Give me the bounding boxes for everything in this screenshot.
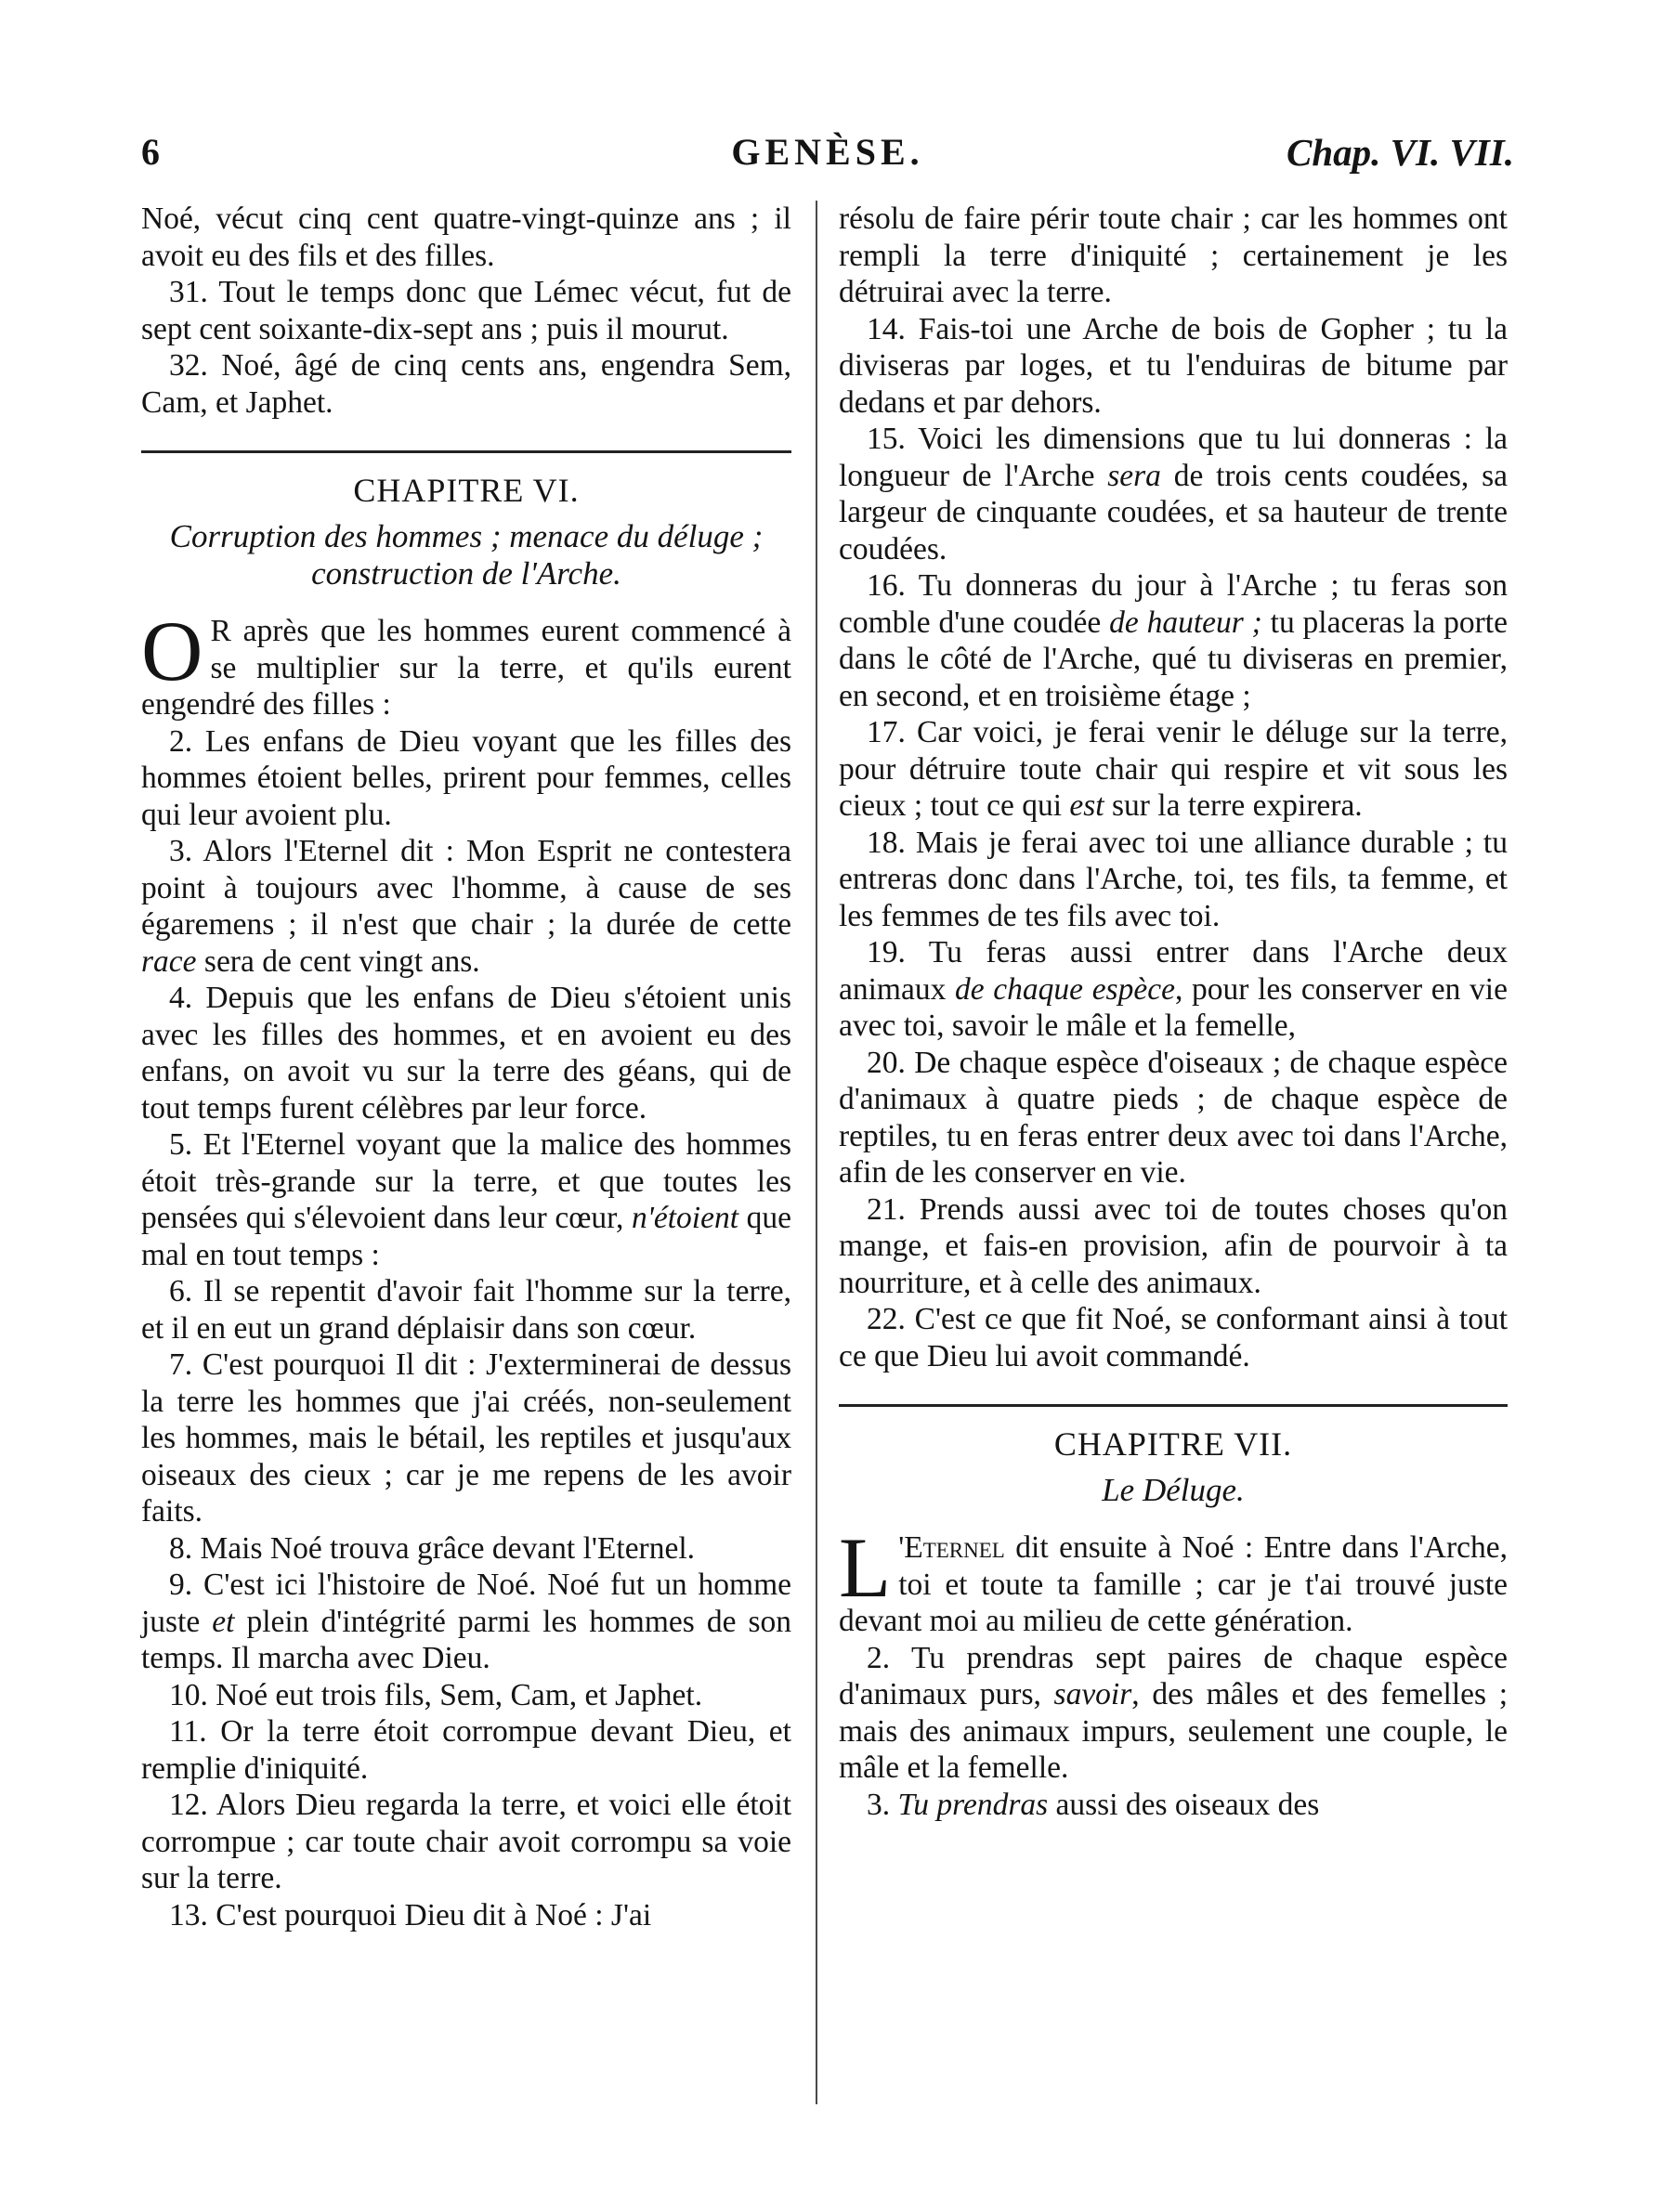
verse-3-text: 3. Alors l'Eternel dit : Mon Esprit ne contestera point à toujours avec l'homme, à cause de ses égaremens ; il n'est que chair ; la durée de cette — [141, 834, 791, 942]
running-title: GENÈSE. — [731, 131, 924, 173]
verse-1 — [141, 604, 791, 723]
verse-15 — [839, 421, 1508, 567]
verse-19-italic: de chaque espèce — [955, 971, 1175, 1007]
drop-cap: O — [141, 604, 203, 698]
verse-15-text: 15. Voici les dimensions que tu lui donneras : la longueur de l'Arche — [839, 422, 1508, 493]
drop-cap: L — [839, 1520, 892, 1615]
verse-14: 14. Fais-toi une Arche de bois de Gopher ; tu la diviseras par loges, et tu l'enduiras de bitume par dedans et par dehors. — [839, 311, 1508, 420]
verse-17-text-end: sur la terre expirera. — [1104, 788, 1363, 823]
running-header — [141, 130, 1514, 186]
verse-19 — [839, 934, 1508, 1045]
verse-20: 20. De chaque espèce d'oiseaux ; de chaque espèce d'animaux à quatre pieds ; de chaque espèce de reptiles, tu en feras entrer deux avec toi dans l'Arche, afin de les conserver en vie. — [839, 1045, 1508, 1190]
verse-12: 12. Alors Dieu regarda la terre, et voici elle étoit corrompue ; car toute chair avoit corrompu sa voie sur la terre. — [141, 1788, 791, 1895]
verse-1-text: dit ensuite à Noé : Entre dans l'Arche, toi et toute ta famille ; car je t'ai trouvé juste devant moi au milieu de cette génération. — [839, 1530, 1508, 1638]
verse-3-italic: race — [141, 943, 197, 979]
verse-2-text-end: , des mâles et des femelles ; mais des animaux impurs, seulement une couple, le mâle et la femelle. — [839, 1677, 1508, 1785]
verse-18: 18. Mais je ferai avec toi une alliance durable ; tu entreras donc dans l'Arche, toi, tes fils, ta femme, et les femmes de tes fils avec toi. — [839, 825, 1508, 933]
verse-10: 10. Noé eut trois fils, Sem, Cam, et Japhet. — [169, 1677, 703, 1712]
verse-5-text: 5. Et l'Eternel voyant que la malice des hommes étoit très-grande sur la terre, et que toutes les pensées qui s'élevoient dans leur cœur, — [141, 1127, 791, 1235]
verse-17-italic: est — [1069, 788, 1104, 823]
chapter-6-subtitle: Corruption des hommes ; menace du déluge ; construction de l'Arche. — [169, 518, 764, 592]
page-number: 6 — [141, 131, 160, 173]
verse-13-start: 13. C'est pourquoi Dieu dit à Noé : J'ai — [169, 1897, 652, 1932]
verse-5 — [141, 1126, 791, 1273]
left-column — [141, 201, 791, 1933]
section-rule — [839, 1404, 1508, 1407]
verse-2 — [839, 1640, 1508, 1787]
verse-2-text: 2. Tu prendras sept paires de chaque espèce d'animaux purs, — [839, 1640, 1508, 1711]
verse-16 — [839, 567, 1508, 714]
verse-3-text-end: sera de cent vingt ans. — [196, 943, 480, 979]
verse-31: 31. Tout le temps donc que Lémec vécut, fut de sept cent soixante-dix-sept ans ; puis il mourut. — [141, 275, 791, 346]
verse-17-text: 17. Car voici, je ferai venir le déluge sur la terre, pour détruire toute chair qui respire et vit sous les cieux ; tout ce qui — [839, 715, 1508, 823]
verse-9-text: 9. C'est ici l'histoire de Noé. Noé fut un homme juste — [141, 1568, 791, 1639]
verse-32: 32. Noé, âgé de cinq cents ans, engendra Sem, Cam, et Japhet. — [141, 348, 791, 420]
verse-4: 4. Depuis que les enfans de Dieu s'étoient unis avec les filles des hommes, et en avoient eu des enfans, on avoit vu sur la terre des géans, qui de tout temps furent célèbres par leur force. — [141, 981, 791, 1126]
verse-11: 11. Or la terre étoit corrompue devant Dieu, et remplie d'iniquité. — [141, 1714, 791, 1786]
chapter-6-title: CHAPITRE VI. — [353, 472, 580, 509]
verse-29-end: Noé, vécut cinq cent quatre-vingt-quinze ans ; il avoit eu des fils et des filles. — [141, 202, 791, 273]
verse-19-text-end: , pour les conserver en vie avec toi, savoir le mâle et la femelle, — [839, 971, 1508, 1043]
verse-19-text: 19. Tu feras aussi entrer dans l'Arche deux animaux — [839, 935, 1508, 1007]
column-divider — [816, 201, 817, 2104]
verse-3 — [141, 833, 791, 980]
verse-17 — [839, 714, 1508, 825]
verse-21: 21. Prends aussi avec toi de toutes choses qu'on mange, et fais-en provision, afin de pourvoir à ta nourriture, et à celle des animaux. — [839, 1191, 1508, 1300]
verse-16-italic: de hauteur ; — [1109, 605, 1262, 640]
verse-16-text-end: tu placeras la porte dans le côté de l'Arche, qué tu diviseras en premier, en second, et en troisième étage ; — [839, 605, 1508, 713]
verse-2: 2. Les enfans de Dieu voyant que les filles des hommes étoient belles, prirent pour femmes, celles qui leur avoient plu. — [141, 723, 791, 832]
verse-9-italic: et — [212, 1604, 235, 1639]
verse-3-italic: Tu prendras — [897, 1787, 1049, 1822]
chapter-7-title: CHAPITRE VII. — [1053, 1425, 1293, 1463]
right-column — [839, 201, 1508, 1823]
verse-22: 22. C'est ce que fit Noé, se conformant ainsi à tout ce que Dieu lui avoit commandé. — [839, 1302, 1508, 1373]
chapter-reference: Chap. VI. VII. — [1287, 131, 1514, 174]
verse-3-text-end: aussi des oiseaux des — [1048, 1787, 1320, 1822]
chapter-7-subtitle: Le Déluge. — [1102, 1472, 1245, 1508]
verse-6: 6. Il se repentit d'avoir fait l'homme sur la terre, et il en eut un grand déplaisir dans son cœur. — [141, 1274, 791, 1346]
verse-9-text-end: plein d'intégrité parmi les hommes de son temps. Il marcha avec Dieu. — [141, 1604, 792, 1675]
verse-9 — [141, 1567, 791, 1677]
verse-1 — [839, 1520, 1508, 1640]
verse-3-text: 3. — [867, 1787, 898, 1822]
verse-5-italic: n'étoient — [631, 1201, 739, 1235]
verse-15-text-end: de trois cents coudées, sa largeur de cinquante coudées, et sa hauteur de trente coudées. — [839, 458, 1508, 566]
verse-1-text: R après que les hommes eurent commencé à se multiplier sur la terre, et qu'ils eurent engendré des filles : — [141, 614, 791, 722]
verse-5-text-end: que mal en tout temps : — [141, 1201, 792, 1272]
verse-15-italic: sera — [1107, 458, 1161, 493]
verse-7: 7. C'est pourquoi Il dit : J'exterminerai de dessus la terre les hommes que j'ai créés, non-seulement les hommes, mais le bétail, les reptiles et jusqu'aux oiseaux des cieux ; car je me repens de les avoir faits. — [141, 1347, 791, 1529]
verse-13-end: résolu de faire périr toute chair ; car les hommes ont rempli la terre d'iniquité ; certainement je les détruirai avec la terre. — [839, 202, 1508, 309]
verse-16-text: 16. Tu donneras du jour à l'Arche ; tu feras son comble d'une coudée — [839, 568, 1508, 640]
verse-3 — [839, 1787, 1508, 1824]
section-rule — [141, 450, 791, 453]
verse-8: 8. Mais Noé trouva grâce devant l'Eternel. — [169, 1530, 696, 1566]
verse-1-smallcaps: 'Eternel — [898, 1530, 1005, 1565]
verse-2-italic: savoir — [1053, 1677, 1132, 1711]
